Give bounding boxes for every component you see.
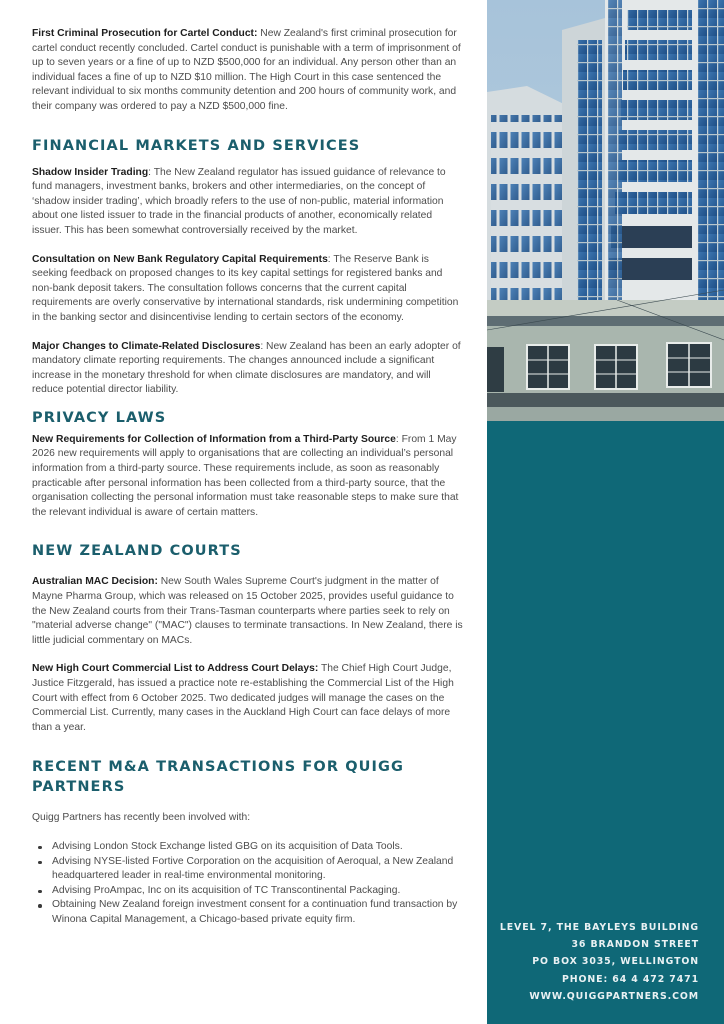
cartel-paragraph: [32, 27, 464, 115]
privacy-lead: New Requirements for Collection of Information from a Third-Party Source: [32, 433, 396, 445]
list-item: Advising ProAmpac, Inc on its acquisition of TC Transcontinental Packaging.: [52, 884, 464, 899]
courts-heading: NEW ZEALAND COURTS: [32, 543, 242, 560]
list-item: Obtaining New Zealand foreign investment consent for a continuation fund transaction by Winona Capital Management, a Chicago-based private equity firm.: [52, 898, 464, 927]
transactions-list: [32, 840, 464, 928]
mac-decision-lead: Australian MAC Decision:: [32, 576, 158, 588]
climate-disclosures-lead: Major Changes to Climate-Related Disclosures: [32, 340, 261, 352]
capital-requirements-paragraph: [32, 253, 464, 326]
financial-heading: FINANCIAL MARKETS AND SERVICES: [32, 137, 361, 154]
cartel-lead: First Criminal Prosecution for Cartel Conduct:: [32, 28, 258, 39]
privacy-heading: PRIVACY LAWS: [32, 409, 167, 426]
commercial-list-paragraph: [32, 662, 464, 735]
list-item: Advising NYSE-listed Fortive Corporation on the acquisition of Aeroqual, a New Zealand headquartered leader in real-time environmental monitoring.: [52, 855, 464, 884]
sidebar-panel: [487, 0, 724, 1024]
transactions-intro: Quigg Partners has recently been involved with:: [32, 812, 251, 824]
privacy-paragraph: [32, 433, 464, 521]
shadow-insider-paragraph: [32, 166, 464, 239]
building-photo: [487, 0, 724, 421]
list-item: Advising London Stock Exchange listed GBG on its acquisition of Data Tools.: [52, 840, 464, 855]
transactions-heading: RECENT M&A TRANSACTIONS FOR QUIGG PARTNERS: [32, 759, 405, 796]
main-content: [32, 27, 464, 928]
building-illustration: [487, 0, 724, 421]
contact-address: [500, 919, 699, 1005]
address-line: 36 BRANDON STREET: [571, 939, 699, 951]
capital-requirements-lead: Consultation on New Bank Regulatory Capital Requirements: [32, 253, 328, 265]
privacy-body: : From 1 May 2026 new requirements will apply to organisations that are collecting an individual’s personal information from a third-party source. These requirements include, as soon as reasonably practicable after personal information has been collected from a third-party source, that the organisation collecting the personal information must take reasonable steps to make sure that the relevant individual is aware of certain matters.: [32, 433, 459, 518]
website-link[interactable]: WWW.QUIGGPARTNERS.COM: [529, 990, 699, 1002]
shadow-insider-body: : The New Zealand regulator has issued guidance of relevance to fund managers, investment banks, brokers and other intermediaries, on the concept of ‘shadow insider trading’, which broadly refers to the use of non-public, material information about one listed issuer to trade in the financial products of another, economically related issuer. This has been somewhat controversially received by the market.: [32, 166, 446, 236]
climate-disclosures-paragraph: [32, 340, 464, 398]
phone-number: PHONE: 64 4 472 7471: [562, 973, 699, 985]
shadow-insider-lead: Shadow Insider Trading: [32, 166, 149, 178]
cartel-body: New Zealand's first criminal prosecution for cartel conduct recently concluded. Cartel conduct is punishable with a term of imprisonment of up to seven years or a fine of up to NZD $500,000 for an individual. Any person other than an individual faces a fine of up to NZD $10 million. The High Court in this case sentenced the relevant individual to six months community detention and 200 hours of community work, and their company was ordered to pay a NZD $500,000 fine.: [32, 28, 461, 112]
climate-disclosures-body: : New Zealand has been an early adopter of mandatory climate reporting requirements. The changes announced include a significant increase in the monetary threshold for when climate disclosures are mandatory, and will reduce potential director liability.: [32, 340, 461, 396]
commercial-list-lead: New High Court Commercial List to Address Court Delays:: [32, 663, 319, 675]
address-line: PO BOX 3035, WELLINGTON: [532, 956, 699, 968]
address-line: LEVEL 7, THE BAYLEYS BUILDING: [499, 922, 699, 933]
capital-requirements-body: : The Reserve Bank is seeking feedback on proposed changes to its key capital settings for registered banks and non-bank deposit takers. The consultation follows concerns that the current capital requirements are overly conservative by international standards, risk undermining competition in the banking sector and disincentivise lending to certain sectors of the economy.: [32, 253, 459, 323]
commercial-list-body: The Chief High Court Judge, Justice Fitzgerald, has issued a practice note re-establishing the Commercial List of the High Court with effect from 6 October 2025. Two dedicated judges will manage the cases on the Commercial List. Currently, many cases in the Auckland High Court can face delays of more than a year.: [32, 663, 454, 733]
mac-decision-body: New South Wales Supreme Court's judgment in the matter of Mayne Pharma Group, which was released on 15 October 2025, provides useful guidance to the New Zealand courts from their Trans-Tasman counterparts where parties seek to rely on "material adverse change" ("MAC") clauses to terminate transactions. In New Zealand, there is little judicial commentary on MACs.: [32, 576, 463, 646]
mac-decision-paragraph: [32, 575, 464, 648]
